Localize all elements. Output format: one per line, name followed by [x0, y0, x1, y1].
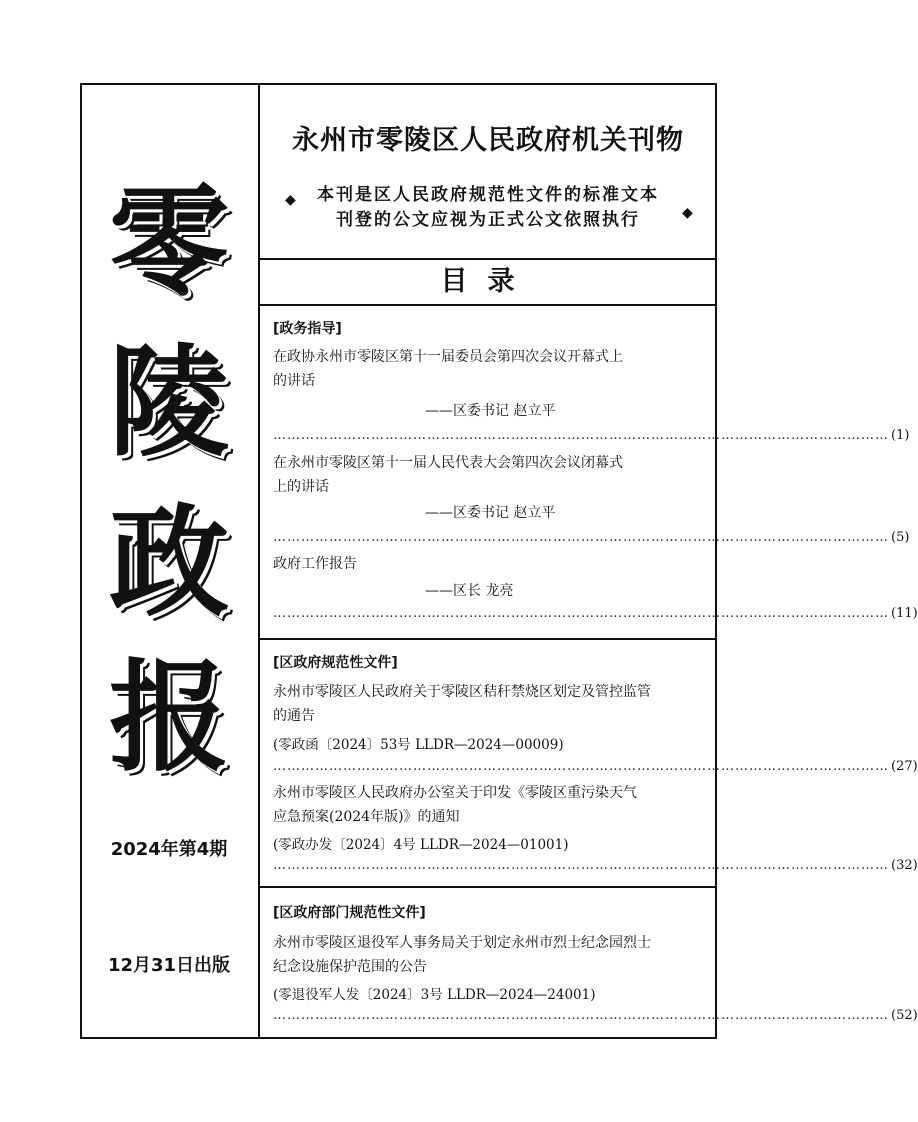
masthead-char-2: 陵: [109, 332, 229, 473]
toc-entry-author: ——区长 龙亮: [425, 583, 514, 599]
toc-leader-row: [273, 1005, 918, 1025]
toc-leader-row: [273, 527, 910, 547]
toc-entry-title[interactable]: 在政协永州市零陵区第十一届委员会第四次会议开幕式上: [273, 349, 623, 365]
dot-leader: ……………………………………………………………………………………………………………………: [273, 529, 889, 545]
issue-number: 2024年第4期: [110, 839, 228, 860]
toc-page-number[interactable]: (27): [891, 758, 918, 774]
toc-entry-title[interactable]: 永州市零陵区人民政府办公室关于印发《零陵区重污染天气: [273, 785, 637, 801]
toc-entry-author: ——区委书记 赵立平: [425, 403, 556, 419]
toc-leader-row: [273, 756, 918, 776]
dot-leader: ……………………………………………………………………………………………………………………: [273, 427, 889, 443]
toc-entry-title-cont[interactable]: 应急预案(2024年版)》的通知: [273, 809, 460, 825]
toc-entry-title-cont[interactable]: 上的讲话: [273, 479, 329, 495]
toc-entry-title-cont[interactable]: 的通告: [273, 708, 315, 724]
dot-leader: ……………………………………………………………………………………………………………………: [273, 1007, 889, 1023]
toc-page-number[interactable]: (32): [891, 857, 918, 873]
masthead-char-4: 报: [109, 647, 229, 788]
toc-leader-row: [273, 425, 910, 445]
toc-leader-row: [273, 855, 918, 875]
toc-entry-title[interactable]: 永州市零陵区人民政府关于零陵区秸秆禁烧区划定及管控监管: [273, 684, 651, 700]
diamond-icon: ◆: [682, 205, 693, 221]
toc-entry-author: ——区委书记 赵立平: [425, 505, 556, 521]
tagline-line-1: 本刊是区人民政府规范性文件的标准文本: [317, 185, 659, 205]
masthead-char-1: 零: [109, 172, 229, 313]
section-divider: [258, 638, 717, 640]
section-category: [政务指导]: [273, 321, 342, 337]
toc-page-number[interactable]: (5): [891, 529, 910, 545]
diamond-icon: ◆: [285, 192, 296, 208]
dot-leader: ……………………………………………………………………………………………………………………: [273, 605, 889, 621]
toc-doc-number: (零退役军人发〔2024〕3号 LLDR—2024—24001): [273, 987, 596, 1003]
section-divider: [258, 886, 717, 888]
masthead-char-3: 政: [109, 492, 229, 633]
toc-heading: 目录: [258, 258, 717, 306]
toc-page-number[interactable]: (52): [891, 1007, 918, 1023]
toc-doc-number: (零政函〔2024〕53号 LLDR—2024—00009): [273, 737, 564, 753]
toc-page-number[interactable]: (11): [891, 605, 918, 621]
dot-leader: ……………………………………………………………………………………………………………………: [273, 758, 889, 774]
toc-doc-number: (零政办发〔2024〕4号 LLDR—2024—01001): [273, 837, 569, 853]
masthead-column: [80, 83, 260, 1039]
toc-page-number[interactable]: (1): [891, 427, 910, 443]
toc-leader-row: [273, 603, 918, 623]
section-category: [区政府规范性文件]: [273, 655, 398, 671]
publish-date: 12月31日出版: [107, 955, 231, 976]
toc-entry-title[interactable]: 在永州市零陵区第十一届人民代表大会第四次会议闭幕式: [273, 455, 623, 471]
toc-entry-title-cont[interactable]: 的讲话: [273, 373, 315, 389]
toc-entry-title-cont[interactable]: 纪念设施保护范围的公告: [273, 959, 427, 975]
tagline-line-2: 刊登的公文应视为正式公文依照执行: [336, 210, 640, 230]
section-category: [区政府部门规范性文件]: [273, 905, 426, 921]
toc-entry-title[interactable]: 政府工作报告: [273, 556, 357, 572]
dot-leader: ……………………………………………………………………………………………………………………: [273, 857, 889, 873]
publication-title: 永州市零陵区人民政府机关刊物: [292, 125, 684, 156]
toc-entry-title[interactable]: 永州市零陵区退役军人事务局关于划定永州市烈士纪念园烈士: [273, 935, 651, 951]
